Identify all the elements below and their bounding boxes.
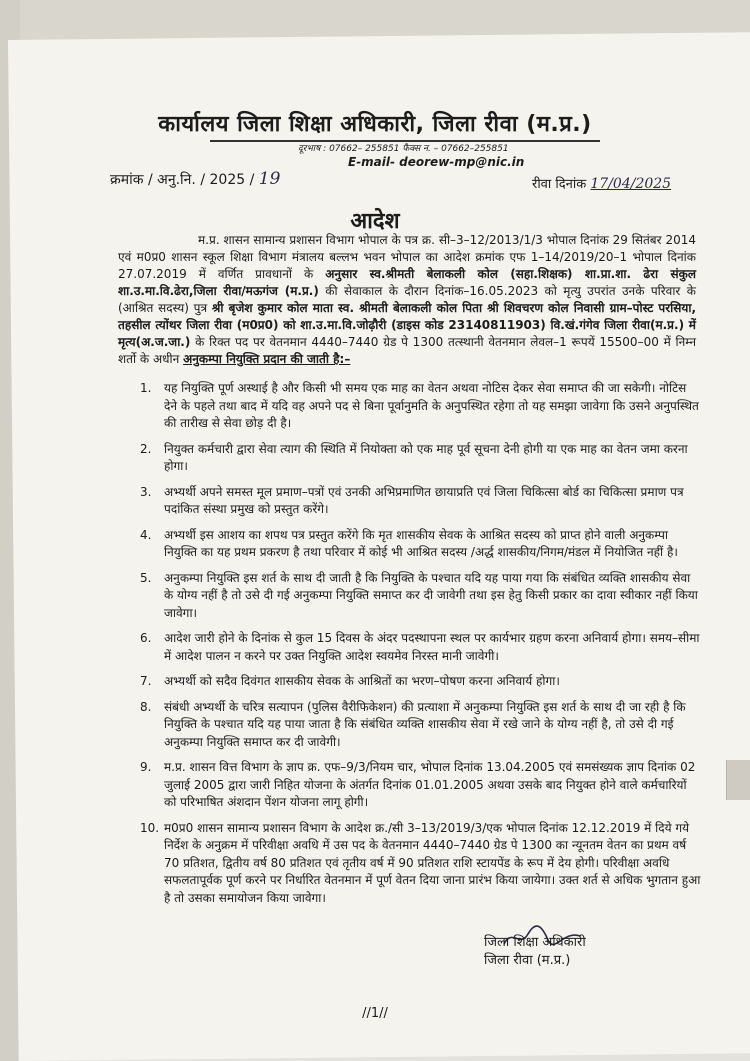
condition-number: 8. xyxy=(140,699,152,714)
phone-fax-line: दूरभाष : 07662– 255851 फैक्स न. – 07662–255851 xyxy=(298,144,509,154)
condition-item xyxy=(140,759,702,812)
condition-text: अभ्यर्थी अपने समस्त मूल प्रमाण–पत्रों एवं उनकी अभिप्रमाणित छायाप्रति एवं जिला चिकित्सा बोर्ड का चिकित्सा प्रमाण पत्र पदांकित संस्था प्रमुख को प्रस्तुत करेंगे। xyxy=(164,484,684,516)
intro-deceased-details: अनुसार स्व.श्रीमती बेलाकली कोल (सहा.शिक्षक) शा.प्रा.शा. ढेरा संकुल शा.उ.मा.वि.ढेरा,जिला रीवा/मऊगंज (म.प्र.) xyxy=(118,267,696,298)
intro-text-2: की सेवाकाल के दौरान दिनांक–16.05.2023 को मृत्यु उपरांत उनके परिवार के (आश्रित सदस्य) पुत्र xyxy=(118,284,696,315)
order-date xyxy=(532,174,671,192)
condition-item xyxy=(140,630,702,665)
condition-item xyxy=(140,570,702,623)
reference-handwritten-number: 19 xyxy=(258,169,281,189)
condition-number: 1. xyxy=(140,381,152,395)
condition-number: 7. xyxy=(140,674,152,688)
intro-appointee-details: श्री बृजेश कुमार कोल माता स्व. श्रीमती बेलाकली कोल पिता श्री शिवचरण कोल निवासी ग्राम–पोस्ट परसिया, तहसील त्योंथर जिला रीवा (म0प्र0) को शा.उ.मा.वि.जोढ़ौरी (डाइस कोड 23140811903) वि.खं.गंगेव जिला रीवा(म.प्र.) में मृत्य(अ.ज.जा.) xyxy=(118,301,696,349)
condition-item xyxy=(140,673,702,691)
order-title: आदेश xyxy=(350,209,400,234)
reference-number xyxy=(110,169,280,189)
condition-number: 5. xyxy=(140,570,152,585)
signature-block xyxy=(484,934,604,970)
condition-number: 3. xyxy=(140,484,152,499)
condition-item xyxy=(140,527,702,562)
condition-text: म.प्र. शासन वित्त विभाग के ज्ञाप क्र. एफ–9/3/नियम चार, भोपाल दिनांक 13.04.2005 एवं समसंख्यक ज्ञाप दिनांक 02 जुलाई 2005 द्वारा जारी निहित योजना के अंतर्गत दिनांक 01.01.2005 अथवा उसके बाद नियुक्त होने वाले कर्मचारियों को परिभाषित अंशदान पेंशन योजना लागू होगी। xyxy=(164,760,696,809)
condition-number: 10. xyxy=(140,820,160,835)
office-heading: कार्यालय जिला शिक्षा अधिकारी, जिला रीवा (म.प्र.) xyxy=(158,112,592,137)
intro-paragraph xyxy=(118,232,696,368)
signatory-location: जिला रीवा (म.प्र.) xyxy=(484,953,571,968)
condition-number: 6. xyxy=(140,631,152,645)
intro-text-1: म.प्र. शासन सामान्य प्रशासन विभाग भोपाल के पत्र क्र. सी–3–12/2013/1/3 भोपाल दिनांक 29 सितंबर 2014 एवं म0प्र0 शासन स्कूल शिक्षा विभाग मंत्रालय बल्लभ भवन भोपाल का आदेश क्रमांक एफ 1–14/2019/20–1 भोपाल दिनांक 27.07.2019 में वर्णित प्रावधानों के xyxy=(118,233,696,281)
intro-text-3: के रिक्त पद पर वेतनमान 4440–7440 ग्रेड पे 1300 तत्स्थानी वेतनमान लेवल–1 रूपयें 15500–00 में निम्न शर्तो के अधीन xyxy=(118,335,696,366)
date-label: रीवा दिनांक xyxy=(532,177,587,192)
page-number: //1// xyxy=(362,1006,388,1021)
condition-text: यह नियुक्ति पूर्ण अस्थाई है और किसी भी समय एक माह का वेतन अथवा नोटिस देकर सेवा समाप्त की जा सकेगी। नोटिस देने के पहले तथा बाद में यदि वह अपने पद से बिना पूर्वानुमति के अनुपस्थित रहेगा तो यह समझा जावेगा कि उसने अनुपस्थित की तारीख से सेवा छोड़ दी है। xyxy=(164,381,699,430)
reference-label: क्रमांक / अनु.नि. / 2025 / xyxy=(110,172,255,188)
condition-text: अभ्यर्थी को सदैव दिवंगत शासकीय सेवक के आश्रितों का भरण–पोषण करना अनिवार्य होगा। xyxy=(164,674,560,688)
condition-item xyxy=(140,484,702,519)
date-handwritten-value: 17/04/2025 xyxy=(590,176,672,192)
condition-text: संबंधी अभ्यर्थी के चरित्र सत्यापन (पुलिस वैरीफिकेशन) की प्रत्याशा में अनुकम्पा नियुक्ति इस शर्त के साथ दी जा रही है कि नियुक्ति के पश्चात यदि यह पाया जाता है कि संबंधित व्यक्ति शासकीय सेवा में रखे जाने के योग्य नहीं है, तो उसे दी गई अनुकम्पा नियुक्ति समाप्त कर दी जावेगी। xyxy=(164,699,686,749)
email-line: E-mail- deorew-mp@nic.in xyxy=(348,155,525,169)
condition-text: नियुक्त कर्मचारी द्वारा सेवा त्याग की स्थिति में नियोक्ता को एक माह पूर्व सूचना देनी होगी या एक माह का वेतन जमा करना होगा। xyxy=(164,441,688,473)
condition-text: म0प्र0 शासन सामान्य प्रशासन विभाग के आदेश क्र./सी 3–13/2019/3/एक भोपाल दिनांक 12.12.2019 में दिये गये निर्देश के अनुक्रम में परिवीक्षा अवधि में उस पद के वेतनमान 4440–7440 ग्रेड पे 1300 का न्यूनतम वेतन का प्रथम वर्ष 70 प्रतिशत, द्वितीय वर्ष 80 प्रतिशत एवं तृतीय वर्ष में 90 प्रतिशत राशि स्टायपेंड के रूप में देय होगी। परिवीक्षा अवधि सफलतापूर्वक पूर्ण करने पर निर्धारित वेतनमान में पूर्ण वेतन दिया जाना प्रारंभ किया जायेगा। उक्त शर्त से अधिक भुगतान हुआ है तो उसका समायोजन किया जावेगा। xyxy=(164,820,701,905)
condition-number: 9. xyxy=(140,760,152,774)
condition-item xyxy=(140,699,702,752)
condition-text: अनुकम्पा नियुक्ति इस शर्त के साथ दी जाती है कि नियुक्ति के पश्चात यदि यह पाया गया कि संबंधित व्यक्ति शासकीय सेवा के योग्य नहीं है तो उसे दी गई अनुकम्पा नियुक्ति समाप्त कर दी जावेगी तथा इस हेतु किसी प्रकार का दावा स्वीकार नहीं किया जावेगा। xyxy=(164,570,698,620)
conditions-list xyxy=(140,380,702,915)
condition-text: आदेश जारी होने के दिनांक से कुल 15 दिवस के अंदर पदस्थापना स्थल पर कार्यभार ग्रहण करना अनिवार्य होगा। समय–सीमा में आदेश पालन न करने पर उक्त नियुक्ति आदेश स्वयमेव निरस्त मानी जावेगी। xyxy=(164,631,700,663)
condition-item xyxy=(140,380,702,433)
condition-number: 4. xyxy=(140,527,152,542)
condition-item xyxy=(140,820,702,908)
intro-appointment-clause: अनुकम्पा नियुक्ति प्रदान की जाती है:– xyxy=(183,352,351,366)
signatory-title: जिला शिक्षा अधिकारी xyxy=(484,935,586,950)
condition-number: 2. xyxy=(140,441,152,456)
condition-item xyxy=(140,441,702,476)
condition-text: अभ्यर्थी इस आशय का शपथ पत्र प्रस्तुत करेंगे कि मृत शासकीय सेवक के आश्रित सदस्य को प्राप्त होने वाली अनुकम्पा नियुक्ति का यह प्रथम प्रकरण है तथा परिवार में कोई भी आश्रित सदस्य /अर्द्ध शासकीय/निगम/मंडल में नियोजित नहीं है। xyxy=(164,527,678,559)
